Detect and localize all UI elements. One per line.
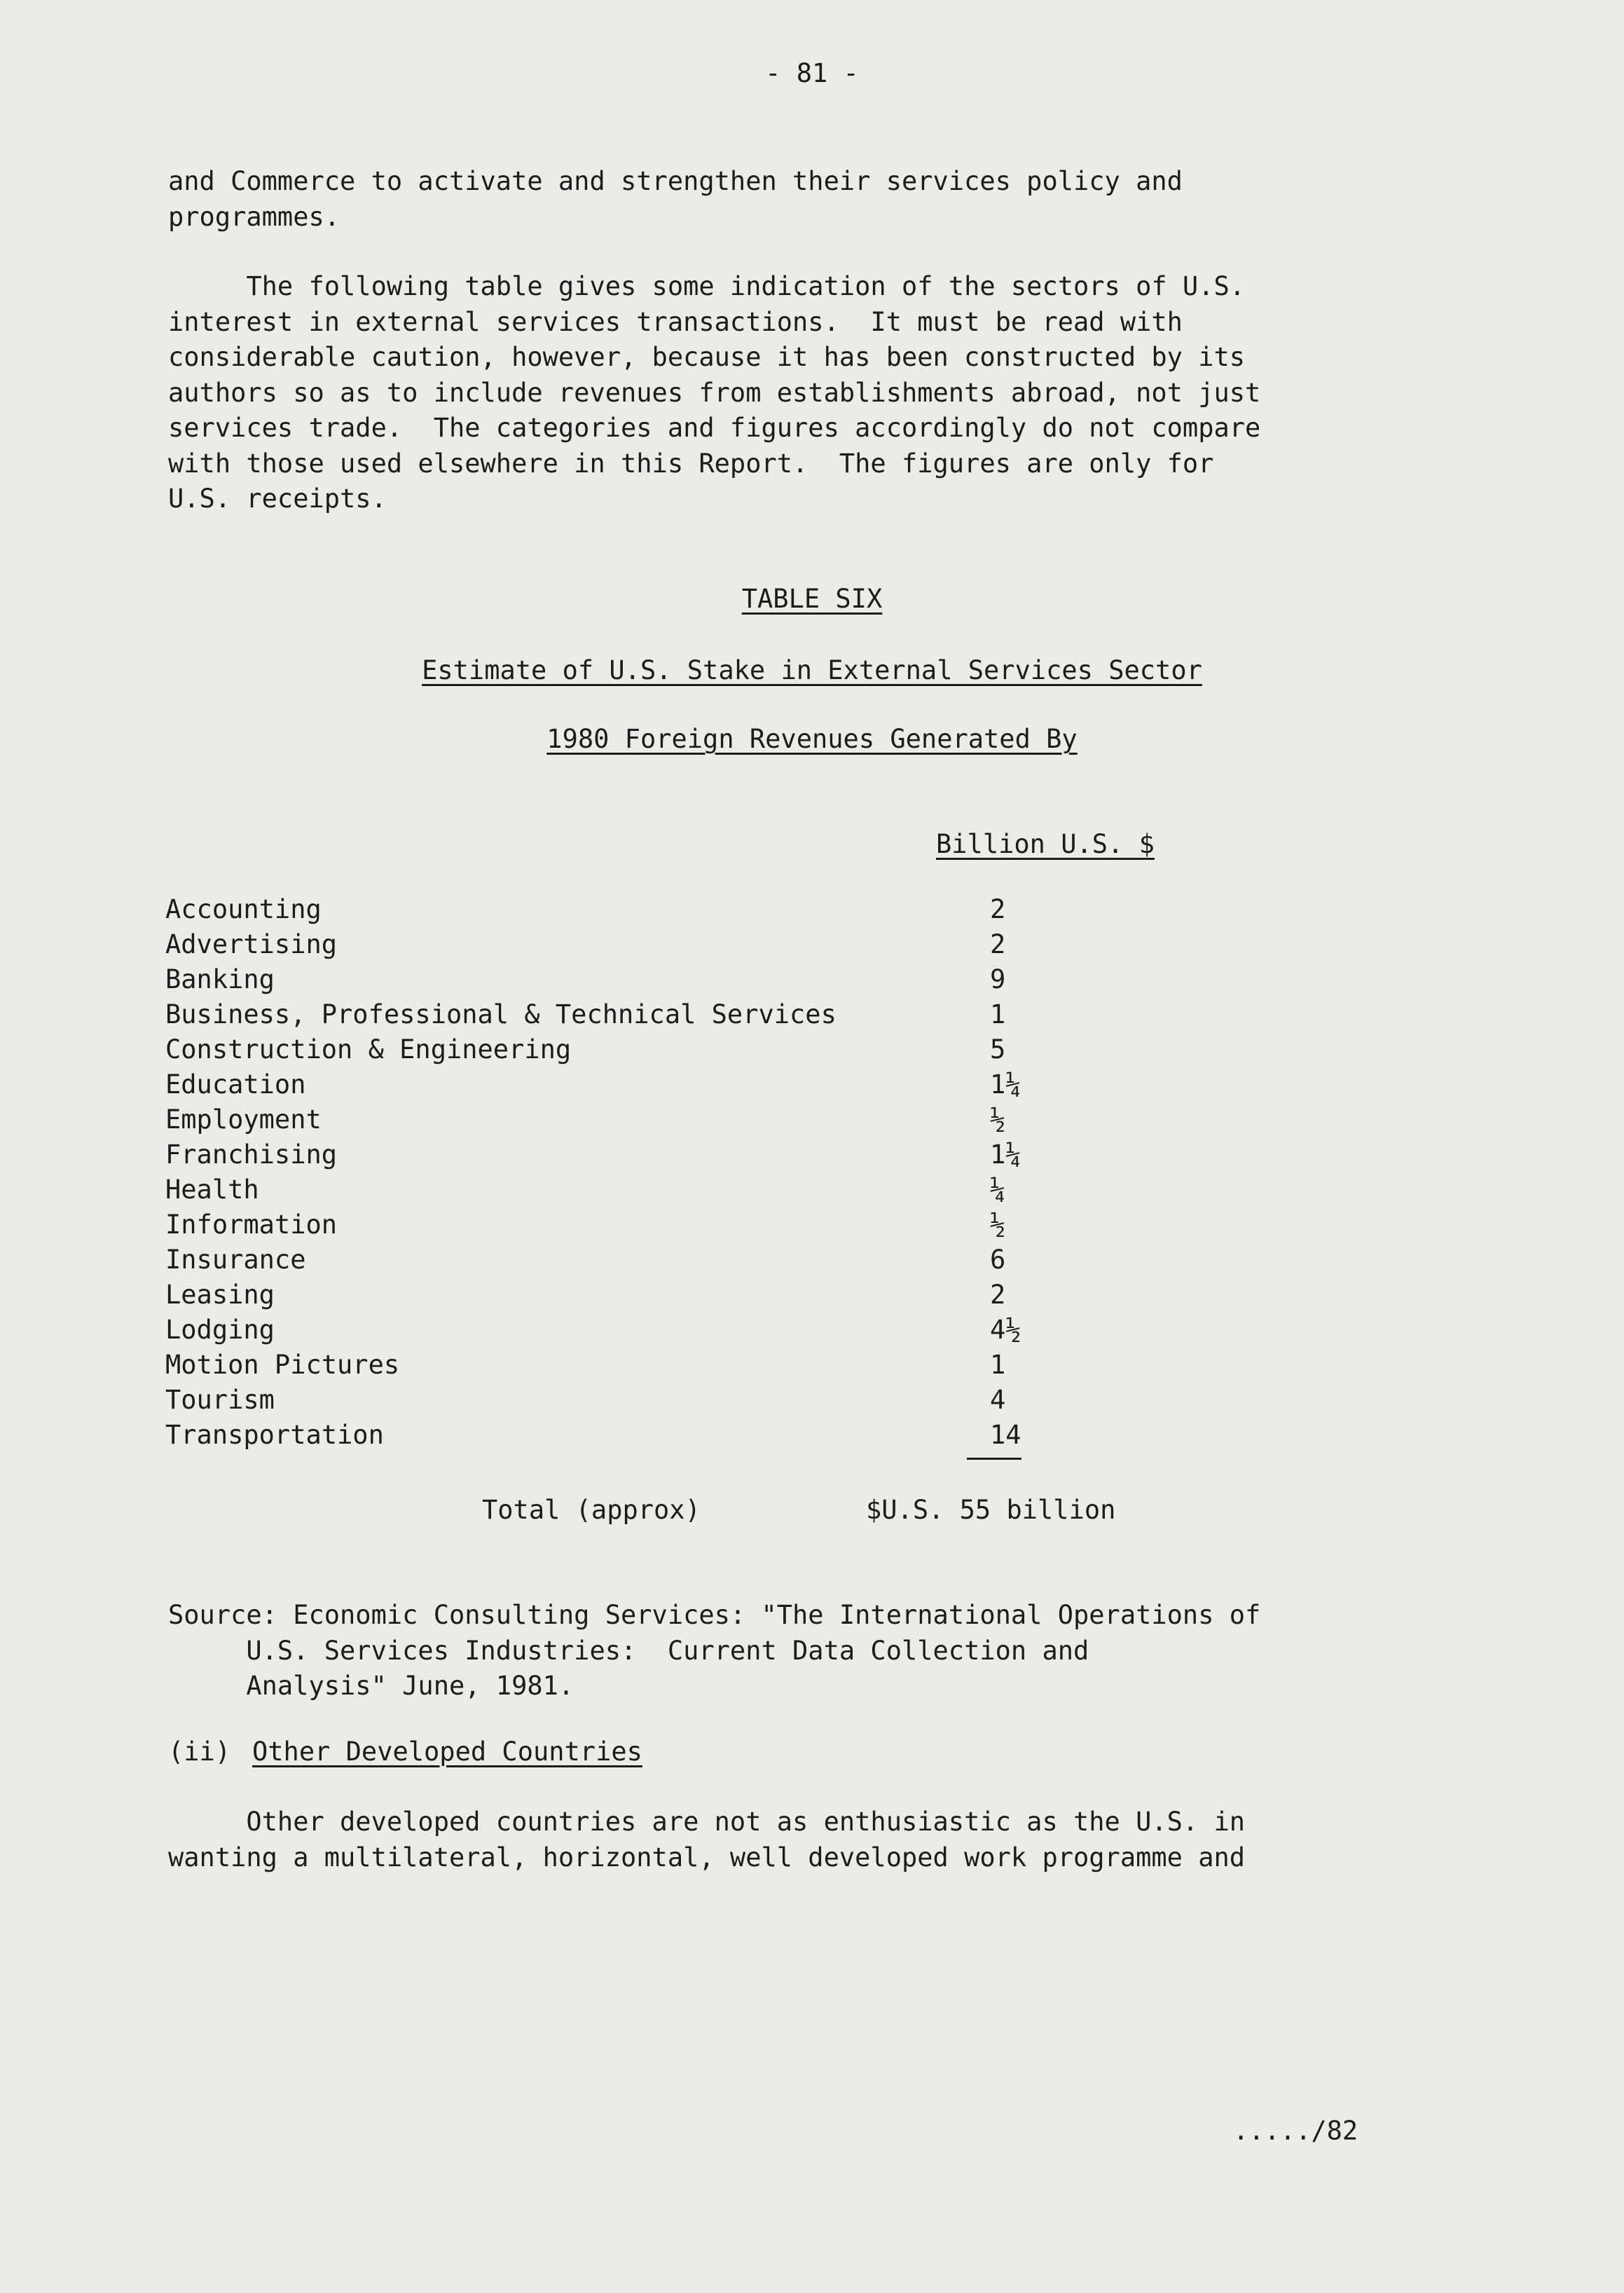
sector-value: 4½ bbox=[990, 1315, 1021, 1345]
text-line: interest in external services transactions. It must be read with bbox=[168, 306, 1183, 337]
table-row bbox=[165, 1315, 1076, 1350]
text-line: authors so as to include revenues from establishments abroad, not just bbox=[168, 377, 1261, 408]
paragraph-intro bbox=[168, 164, 1401, 235]
table-row bbox=[165, 1034, 1076, 1069]
sector-value: 6 bbox=[990, 1245, 1006, 1275]
text-line: wanting a multilateral, horizontal, well developed work programme and bbox=[168, 1842, 1246, 1873]
sum-rule bbox=[967, 1458, 1021, 1460]
section-heading: Other Developed Countries bbox=[252, 1737, 642, 1767]
column-header: Billion U.S. $ bbox=[936, 829, 1155, 859]
sector-value: 1¼ bbox=[990, 1139, 1021, 1170]
table-row bbox=[165, 1420, 1076, 1455]
sector-value: 9 bbox=[990, 964, 1006, 994]
sector-name: Education bbox=[165, 1069, 306, 1100]
sector-name: Lodging bbox=[165, 1315, 275, 1345]
text-line: programmes. bbox=[168, 201, 340, 232]
sector-name: Construction & Engineering bbox=[165, 1034, 572, 1065]
table-row bbox=[165, 1175, 1076, 1210]
table-row bbox=[165, 929, 1076, 964]
sector-name: Tourism bbox=[165, 1385, 275, 1415]
sector-value: 4 bbox=[990, 1385, 1006, 1415]
paragraph-other-countries bbox=[168, 1805, 1401, 1875]
table-row bbox=[165, 1069, 1076, 1104]
sector-value: ½ bbox=[990, 1210, 1006, 1240]
text-line: Other developed countries are not as enthusiastic as the U.S. in bbox=[168, 1807, 1246, 1837]
continuation-marker: ...../82 bbox=[1233, 2116, 1358, 2146]
table-title: Estimate of U.S. Stake in External Services Sector bbox=[422, 655, 1202, 685]
text-line: with those used elsewhere in this Report. The figures are only for bbox=[168, 448, 1214, 479]
sector-name: Transportation bbox=[165, 1420, 384, 1450]
text-line: services trade. The categories and figures accordingly do not compare bbox=[168, 413, 1261, 443]
table-row bbox=[165, 1210, 1076, 1245]
sector-value: 2 bbox=[990, 894, 1006, 924]
sector-value: 2 bbox=[990, 1280, 1006, 1310]
text-line: considerable caution, however, because it has been constructed by its bbox=[168, 342, 1246, 372]
text-line: U.S. receipts. bbox=[168, 484, 387, 514]
table-subtitle: 1980 Foreign Revenues Generated By bbox=[546, 724, 1078, 754]
text-line: U.S. Services Industries: Current Data Collection and bbox=[168, 1635, 1089, 1666]
total-label: Total (approx) bbox=[482, 1495, 701, 1525]
sector-value: 1¼ bbox=[990, 1069, 1021, 1100]
sector-value: ½ bbox=[990, 1104, 1006, 1135]
table-row bbox=[165, 1104, 1076, 1139]
text-line: Analysis" June, 1981. bbox=[168, 1671, 574, 1701]
paragraph-table-intro bbox=[168, 269, 1401, 517]
table-row bbox=[165, 894, 1076, 929]
table-row bbox=[165, 1245, 1076, 1280]
sector-name: Employment bbox=[165, 1104, 322, 1135]
text-line: and Commerce to activate and strengthen their services policy and bbox=[168, 166, 1183, 196]
sector-name: Health bbox=[165, 1175, 259, 1205]
sector-value: 14 bbox=[990, 1420, 1021, 1450]
table-row bbox=[165, 1280, 1076, 1315]
table-row bbox=[165, 964, 1076, 999]
sector-value: ¼ bbox=[990, 1175, 1006, 1205]
sector-name: Franchising bbox=[165, 1139, 338, 1170]
table-row bbox=[165, 1350, 1076, 1385]
sector-name: Leasing bbox=[165, 1280, 275, 1310]
table-row bbox=[165, 1385, 1076, 1420]
section-number: (ii) bbox=[168, 1737, 231, 1767]
page-number: - 81 - bbox=[765, 58, 859, 88]
sector-name: Information bbox=[165, 1210, 338, 1240]
source-note bbox=[168, 1598, 1401, 1704]
sector-value: 2 bbox=[990, 929, 1006, 959]
sector-name: Insurance bbox=[165, 1245, 306, 1275]
sector-name: Banking bbox=[165, 964, 275, 994]
table-row bbox=[165, 999, 1076, 1034]
sector-name: Advertising bbox=[165, 929, 338, 959]
table-row bbox=[165, 1139, 1076, 1175]
sector-value: 1 bbox=[990, 999, 1006, 1029]
table-label: TABLE SIX bbox=[741, 584, 883, 614]
text-line: The following table gives some indication of the sectors of U.S. bbox=[168, 271, 1246, 301]
total-value: $U.S. 55 billion bbox=[866, 1495, 1116, 1525]
sector-name: Business, Professional & Technical Services bbox=[165, 999, 837, 1029]
sector-name: Motion Pictures bbox=[165, 1350, 400, 1380]
sector-value: 1 bbox=[990, 1350, 1006, 1380]
text-line: Source: Economic Consulting Services: "The International Operations of bbox=[168, 1600, 1261, 1630]
sector-name: Accounting bbox=[165, 894, 322, 924]
sector-value: 5 bbox=[990, 1034, 1006, 1065]
